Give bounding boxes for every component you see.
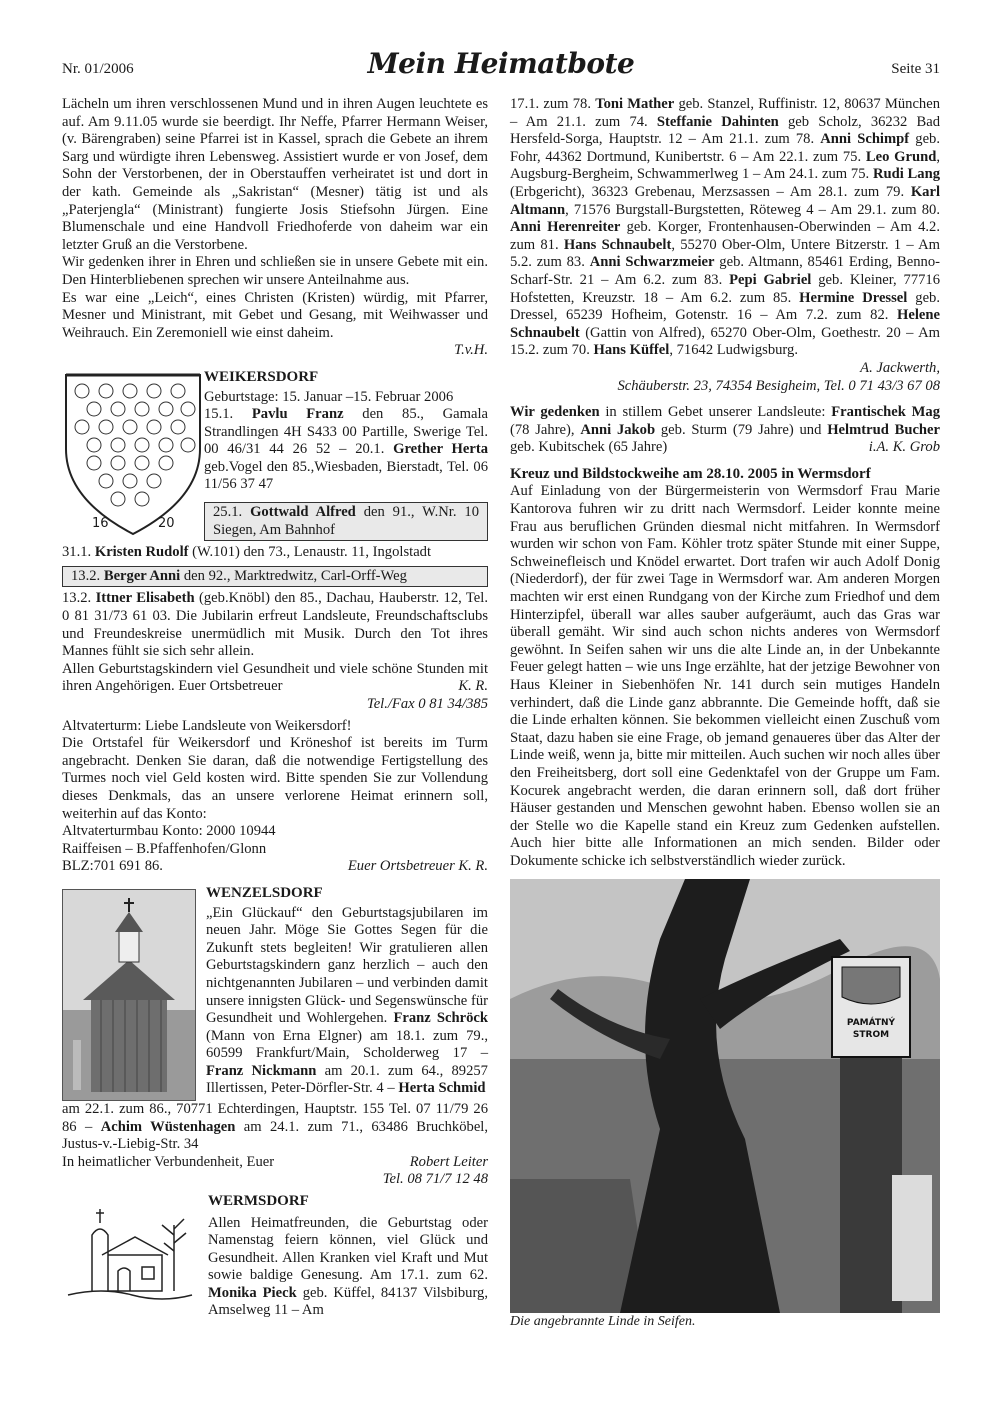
wermsdorf-section <box>62 1193 488 1320</box>
page-number: Seite 31 <box>891 61 940 77</box>
wermsdorf-text: Allen Heimatfreunden, die Geburtstag oder Namenstag feiern können, viel Glück und Gesundheit. Allen Kranken viel Kraft und Mut sowie baldige Genesung. Am 17.1. zum 62. Monika Pieck geb. Küffel, 84137 Vilsbiburg, Amselweg 11 – Am <box>208 1214 489 1319</box>
chapel-photo <box>62 889 196 1101</box>
intro-paragraph: Lächeln um ihren verschlossenen Mund und in ihren Augen leuchtete es auf. Am 9.11.05 wurde sie beerdigt. Ihr Neffe, Pfarrer Hermann Weiser, (v. Bärengraben) seine Pfarrei ist in Kassel, sprach die Gebete an ihrem Sarg und würdigte ihren Lebensweg. Assistiert wurde er von Josef, dem Sohn der Verstorbenen, der in Oberstauffen verheiratet ist und dort in der kath. Gemeinde als „Sakristan“ (Mesner) tätig ist und als „Paterjengla“ (Ministrant) fungierte Josis Stiefsohn Jürgen. Eine Blumenschale und eine Handvoll Friedhoferde von daheim war ein letzter Gruß an die Verstorbene. <box>62 96 488 253</box>
wenzelsdorf-text: am 22.1. zum 86., 70771 Echterdingen, Hauptstr. 155 Tel. 07 11/79 26 86 – Achim Wüstenhagen am 24.1. zum 71., 63486 Bruchköbel, Justus-v.-Liebig-Str. 34 <box>62 1100 488 1153</box>
intro-paragraph: Wir gedenken ihrer in Ehren und schließen sie in unsere Gebete mit ein. Den Hinterbliebenen sprechen wir unsere Anteilnahme aus. <box>62 254 488 288</box>
wishes-paragraph: Allen Geburtstagskindern viel Gesundheit und viele schöne Stunden mit ihren Angehörigen. Euer Ortsbetreuer K. R. <box>62 660 488 695</box>
masthead-logo: Mein Heimatbote <box>367 47 635 80</box>
closing-line: In heimatlicher Verbundenheit, Euer Robert Leiter <box>62 1153 488 1170</box>
contact-tel: Tel. 08 71/7 12 48 <box>382 1171 488 1188</box>
crest-year-right: 20 <box>158 516 175 532</box>
article-heading: Kreuz und Bildstockweihe am 28.10. 2005 in Wermsdorf <box>510 465 871 482</box>
highlight-box: 13.2. Berger Anni den 92., Marktredwitz, Carl-Orff-Weg <box>62 566 488 588</box>
intro-paragraph: Es war eine „Leich“, eines Christen (Kristen) würdig, mit Pfarrer, Mesner und Ministrant, mit Gebet und Gesang, mit Weihwasser und Weihrauch. Ein Zeremoniell wie einst daheim. <box>62 289 488 341</box>
photo-caption: Die angebrannte Linde in Seifen. <box>510 1313 696 1329</box>
issue-number: Nr. 01/2006 <box>62 61 134 77</box>
birthday-entry: 31.1. Kristen Rudolf (W.101) den 73., Lenaustr. 11, Ingolstadt <box>62 544 432 561</box>
crest-year-left: 16 <box>92 516 109 532</box>
wenzelsdorf-section <box>62 885 488 1101</box>
page-header <box>62 47 940 85</box>
sign-text-line1: PAMÁTNÝ <box>846 1017 896 1028</box>
list-signature: A. Jackwerth, <box>860 359 940 376</box>
wenzelsdorf-text: „Ein Glückauf“ den Geburtstagsjubilaren im neuen Jahr. Möge Sie Gottes Segen für die Zukunft stets begleiten! Wir gratulieren allen Geburtstagskindern ganz herzlich – auch den nichtgenannten Jubilaren – und verbinden damit unsere innigsten Glück- und Segenswünsche für Gesundheit und Wohlergehen. Franz Schröck (Mann von Erna Elgner) am 18.1. zum 79., 60599 Frankfurt/Main, Scholderweg 17 – Franz Nickmann am 20.1. zum 64., 89257 Illertissen, Peter-Dörfler-Str. 4 – Herta Schmid <box>206 904 489 1097</box>
sign-text-line2: STROM <box>852 1029 890 1040</box>
birthday-entry: 13.2. Ittner Elisabeth (geb.Knöbl) den 85., Dachau, Hauberstr. 12, Tel. 0 81 31/73 61 03. Die Jubilarin erfreut Landsleute, Freundschaftsclubs und Freundeskreise unermüdlich mit Musik. Durch den Tot ihres Mannes fühlt sie sich sehr allein. <box>62 590 488 660</box>
article-body: Auf Einladung von der Bürgermeisterin von Wermsdorf Frau Marie Kantorova fuhren wir zu dritt nach Wermsdorf. Leider konnte meine Frau aus beruflichen Gründen diesmal nicht mitfahren. In Wermsdorf wurden wir schon von Fam. Köhler trotz später Stunde mit einer Suppe, Schweinefleisch und Knödel erwartet. Dort trafen wir auch Adolf Donig (Niederdorf), der für zwei Tage in Wermsdorf war. Am anderen Morgen machten wir erst einen Rundgang von der Kirche zum Friedhof und dem Hinterzipfel, überall war alles sauber aufgeräumt, auch das Gras war überall gemäht. Wir sind auch schon nichts anderes von Wermsdorf gewöhnt. In Seifen sahen wir uns die alte Linde an, in der Unbekannte Feuer gelegt hatten – wie uns Inge erzählte, hat der jetzige Bewohner von Haus Kleiner in Siebenhöfen Nr. 141 durch sein mutiges Handeln verhindert, daß die Linde ganz abbrannte. Die Gemeinde hofft, daß sie die Linde erhalten können. Sie bekommen vielleicht einen Zuschuß vom Staat, dazu haben sie eine Frage, ob jemand genaueres über das Alter der Linde weiß, wenn ja, bitte mir mitteilen. Auch suchen wir noch alles über den Freiheitsberg, dort soll eine Gedenktafel von der Gruppe um Fam. Kocurek angebracht werden, die daran erinnern soll, daß dort früher Häuser gestanden und Menschen gewohnt haben. Ebenso wollen sie an der Stelle wo die Kapelle stand ein Kreuz zum Gedenken aufstellen. Auch hier bitte alle Informationen an mich senden. Bilder oder Dokumente schicke ich selbstverständlich wieder zurück. <box>510 483 940 869</box>
contact-tel: Tel./Fax 0 81 34/385 <box>366 696 488 712</box>
intro-signature: T.v.H. <box>454 342 488 359</box>
left-column <box>62 96 488 1320</box>
blz-line: BLZ:701 691 86. Euer Ortsbetreuer K. R. <box>62 858 488 875</box>
birthday-entry: 15.1. Pavlu Franz den 85., Gamala Strandlingen 4H S433 00 Partille, Swerige Tel. 00 46/31 44 26 52 – 20.1. Grether Herta geb.Vogel den 85.,Wiesbaden, Bierstadt, Tel. 06 11/56 37 47 <box>204 406 488 493</box>
weikersdorf-section <box>62 369 488 541</box>
tower-title: Altvaterturm: Liebe Landsleute von Weikersdorf! <box>62 717 352 734</box>
birthday-list: 17.1. zum 78. Toni Mather geb. Stanzel, Ruffinistr. 12, 80637 München – Am 21.1. zum 74. Steffanie Dahinten geb Scholz, 36232 Bad Hersfeld-Sorga, Hauptstr. 12 – Am 21.1. zum 78. Anni Schimpf geb. Fohr, 44362 Dortmund, Kunibertstr. 6 – Am 22.1. zum 75. Leo Grund, Augsburg-Bergheim, Schwammerlweg 1 – Am 24.1. zum 75. Rudi Lang (Erbgericht), 36323 Grebenau, Merzsassen – Am 28.1. zum 79. Karl Altmann, 71576 Burgstall-Burgstetten, Röteweg 4 – Am 29.1. zum 80. Anni Herenreiter geb. Korger, Frontenhausen-Oberwinden – Am 4.2. zum 81. Hans Schnaubelt, 55270 Ober-Olm, Untere Bitzerstr. 1 – Am 5.2. zum 83. Anni Schwarzmeier geb. Altmann, 85461 Erding, Benno-Scharf-Str. 21 – Am 6.2. zum 83. Pepi Gabriel geb. Kleiner, 77716 Hofstetten, Kreuzstr. 18 – Am 6.2. zum 85. Hermine Dressel geb. Dressel, 65239 Hofheim, Gotenstr. 16 – Am 7.2. zum 82. Helene Schnaubelt (Gattin von Alfred), 65270 Ober-Olm, Goethestr. 20 – Am 15.2. zum 70. Hans Küffel, 71642 Ludwigsburg. <box>510 96 941 359</box>
weikersdorf-heading: WEIKERSDORF <box>204 368 319 385</box>
birthdays-intro: Geburtstage: 15. Januar –15. Februar 2006 <box>204 388 454 405</box>
wermsdorf-heading: WERMSDORF <box>208 1192 309 1209</box>
account-line: Altvaterturmbau Konto: 2000 10944 <box>62 823 276 840</box>
account-line: Raiffeisen – B.Pfaffenhofen/Glonn <box>62 840 267 857</box>
tower-paragraph: Die Ortstafel für Weikersdorf und Kröneshof ist bereits im Turm angebracht. Denken Sie daran, daß die notwendige Fertigstellung des Turmes noch viel Geld kosten wird. Bitte spenden Sie zur Vollendung dieses Denkmals, das an unsere verlorene Heimat erinnern soll, weiterhin auf das Konto: <box>62 735 488 822</box>
list-signature-address: Schäuberstr. 23, 74354 Besigheim, Tel. 0 71 43/3 67 08 <box>617 377 940 394</box>
highlight-box: 25.1. Gottwald Alfred den 91., W.Nr. 10 Siegen, Am Bahnhof <box>204 502 488 541</box>
linden-tree-photo <box>510 879 940 1313</box>
church-drawing <box>62 1195 198 1305</box>
weikersdorf-crest-icon <box>62 369 204 539</box>
wenzelsdorf-heading: WENZELSDORF <box>206 884 323 901</box>
right-column <box>510 96 940 1330</box>
memorial-paragraph: Wir gedenken in stillem Gebet unserer Landsleute: Frantischek Mag (78 Jahre), Anni Jakob geb. Sturm (79 Jahre) und Helmtrud Bucher geb. Kubitschek (65 Jahre) i.A. K. Grob <box>510 404 941 456</box>
